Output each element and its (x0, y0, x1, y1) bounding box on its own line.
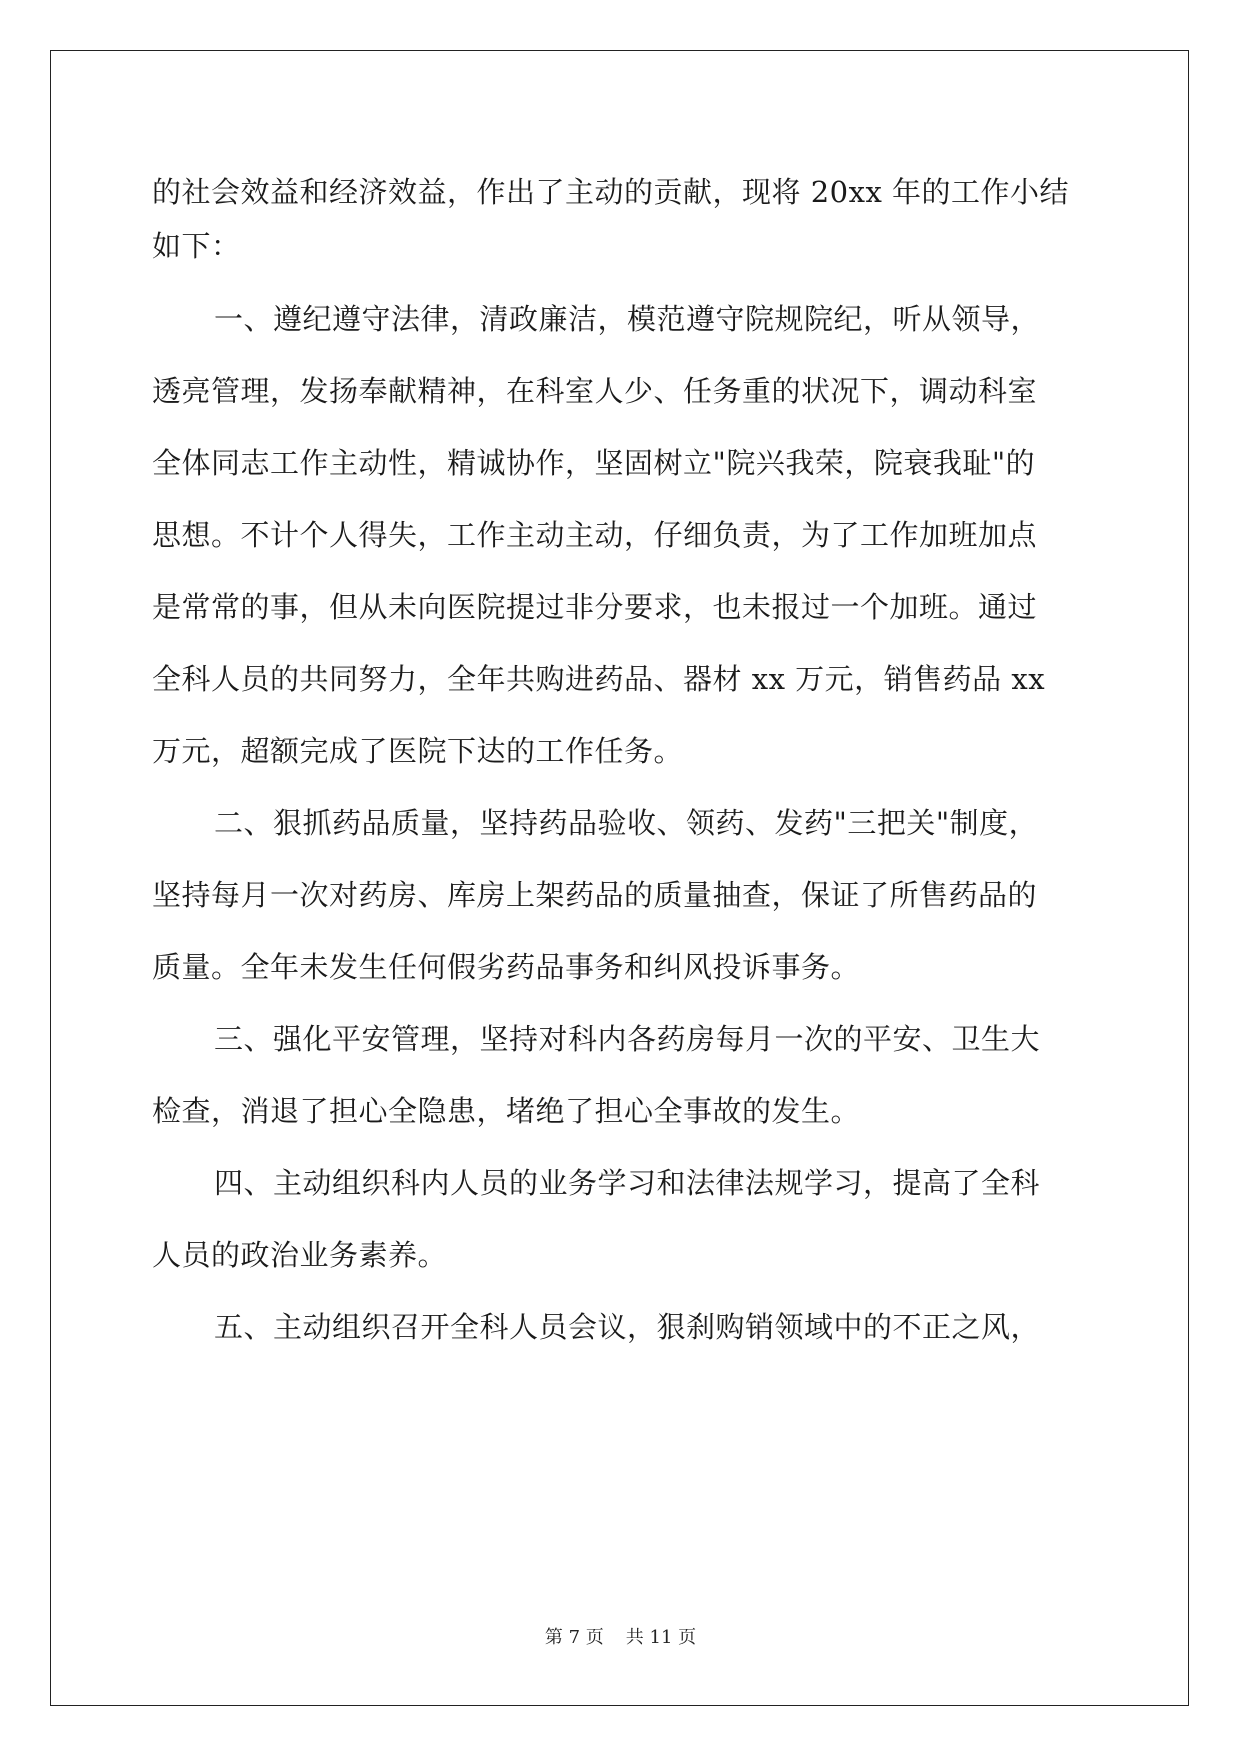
text-line: 全体同志工作主动性，精诚协作，坚固树立"院兴我荣，院衰我耻"的 (152, 446, 1036, 480)
text-line: 的社会效益和经济效益，作出了主动的贡献，现将 20xx 年的工作小结 (152, 175, 1070, 209)
page-total: 共 11 页 (625, 1627, 697, 1648)
text-line: 检查，消退了担心全隐患，堵绝了担心全事故的发生。 (152, 1094, 861, 1128)
paragraph-5-start: 五、主动组织召开全科人员会议，狠刹购销领域中的不正之风， (214, 1310, 1041, 1344)
text-line: 如下： (152, 229, 241, 263)
paragraph-4-start: 四、主动组织科内人员的业务学习和法律法规学习，提高了全科 (214, 1166, 1041, 1200)
page-footer (0, 1626, 1241, 1650)
text-line: 人员的政治业务素养。 (152, 1238, 448, 1272)
paragraph-1-start: 一、遵纪遵守法律，清政廉洁，模范遵守院规院纪，听从领导， (214, 302, 1041, 336)
paragraph-3-start: 三、强化平安管理，坚持对科内各药房每月一次的平安、卫生大 (214, 1022, 1041, 1056)
page-number: 第 7 页 (544, 1627, 604, 1648)
paragraph-2-start: 二、狠抓药品质量，坚持药品验收、领药、发药"三把关"制度， (214, 806, 1039, 840)
text-line: 思想。不计个人得失，工作主动主动，仔细负责，为了工作加班加点 (152, 518, 1038, 552)
text-line: 是常常的事，但从未向医院提过非分要求，也未报过一个加班。通过 (152, 590, 1038, 624)
text-line: 质量。全年未发生任何假劣药品事务和纠风投诉事务。 (152, 950, 861, 984)
text-line: 全科人员的共同努力，全年共购进药品、器材 xx 万元，销售药品 xx (152, 662, 1046, 696)
text-line: 万元，超额完成了医院下达的工作任务。 (152, 734, 684, 768)
text-line: 透亮管理，发扬奉献精神，在科室人少、任务重的状况下，调动科室 (152, 374, 1038, 408)
text-line: 坚持每月一次对药房、库房上架药品的质量抽查，保证了所售药品的 (152, 878, 1038, 912)
